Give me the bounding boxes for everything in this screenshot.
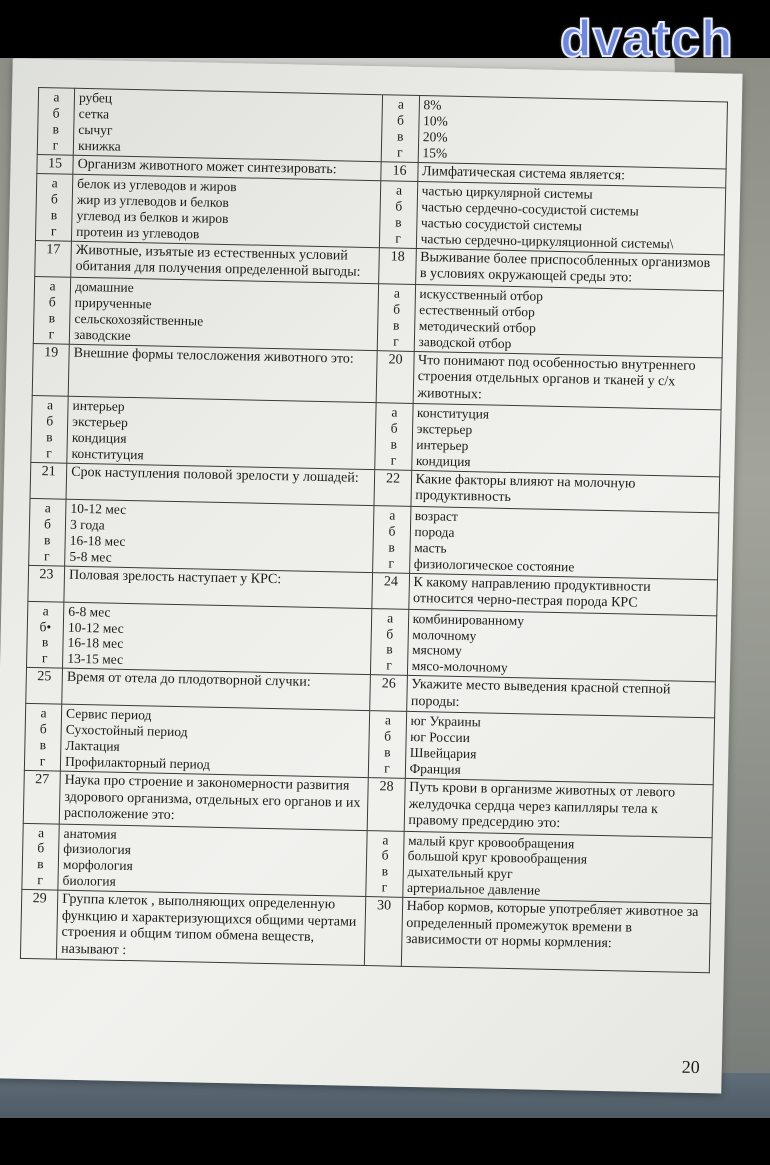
page-number: 20	[681, 1056, 700, 1078]
option-text: 15%	[422, 144, 448, 161]
option-letters	[35, 174, 72, 241]
option-answers	[411, 404, 721, 477]
question-text: Половая зрелость наступает у КРС:	[64, 566, 373, 608]
question-text: Группа клеток , выполняющих определенную функцию и характеризующихся общими чертами строения и общим типом обмена веществ, называют :	[56, 890, 366, 966]
option-letters	[371, 608, 408, 675]
option-letter: а	[395, 182, 403, 198]
option-answers	[60, 704, 370, 777]
option-letter: а	[384, 712, 392, 728]
option-letter: а	[397, 96, 405, 112]
option-letters	[375, 403, 412, 470]
option-text: Сервис период	[65, 706, 152, 723]
option-letter: в	[392, 317, 400, 333]
option-text: экстерьер	[72, 413, 128, 431]
option-text: порода	[414, 523, 455, 540]
question-text: Срок наступления половой зрелости у лошадей:	[66, 463, 375, 505]
question-number: 24	[372, 572, 409, 609]
option-letter: а	[46, 397, 54, 413]
option-letter: г	[52, 137, 59, 153]
option-letter: г	[390, 452, 397, 468]
option-letter: в	[46, 429, 53, 445]
option-text: 13-15 мес	[67, 651, 124, 668]
option-letter: б	[52, 105, 60, 121]
question-text: Наука про строение и закономерности развития здорового организма, отдельных его органов и их расположение это:	[59, 771, 368, 830]
option-letter: в	[396, 128, 404, 144]
question-number: 28	[368, 778, 405, 831]
question-text: Путь крови в организме животных от левого желудочка сердца через капилляры тела к правому предсердию это:	[404, 778, 713, 837]
option-letter: б	[46, 413, 54, 429]
question-number: 26	[370, 675, 407, 712]
option-text: методический отбор	[418, 317, 537, 336]
option-text: интерьер	[72, 397, 125, 415]
option-text: дыхательный круг	[407, 864, 513, 882]
option-text: 16-18 мес	[67, 635, 124, 652]
option-text: 3 года	[69, 516, 105, 533]
option-letters	[382, 95, 419, 162]
option-letter: б	[395, 198, 403, 214]
option-text: анатомия	[63, 825, 117, 842]
option-letter: а	[393, 285, 401, 301]
option-letter: б	[43, 516, 52, 532]
question-table	[20, 87, 728, 974]
option-text: конституция	[71, 445, 144, 463]
document-page	[0, 58, 743, 1093]
question-text: Выживание более приспособленных организмов в условиях окружающей среды это:	[415, 248, 724, 290]
option-text: 16-18 мес	[69, 532, 126, 549]
option-text: углевод из белков и жиров	[76, 207, 229, 227]
question-row	[20, 890, 710, 973]
option-text: интерьер	[416, 437, 469, 454]
option-text: 10-12 мес	[70, 500, 127, 517]
option-text: 6-8 мес	[68, 603, 111, 620]
option-letter: б	[388, 523, 396, 539]
option-letter: г	[395, 230, 402, 246]
option-letter: а	[389, 507, 396, 523]
option-letter: г	[386, 657, 393, 673]
option-letter: г	[384, 760, 390, 776]
option-letter: г	[43, 547, 50, 563]
option-letter: г	[46, 445, 52, 461]
option-letter: в	[50, 207, 58, 223]
option-text: молочному	[412, 626, 477, 643]
option-letters	[22, 823, 59, 890]
option-text: Лактация	[65, 737, 120, 755]
option-text: возраст	[414, 507, 459, 524]
option-answers	[73, 88, 383, 161]
option-letter: б•	[39, 618, 52, 634]
question-number: 22	[374, 469, 411, 506]
option-text: юг России	[410, 729, 471, 746]
option-text: частью циркулярной системы	[421, 183, 593, 202]
option-text: морфология	[62, 857, 133, 874]
option-letters	[27, 601, 64, 668]
question-number: 21	[30, 462, 67, 499]
question-number: 17	[35, 240, 72, 277]
option-text: протеин из углеводов	[76, 223, 200, 242]
option-letters	[33, 276, 70, 343]
option-text: естественный отбор	[419, 301, 535, 320]
option-answers	[65, 499, 375, 572]
option-answers	[414, 284, 724, 357]
option-text: прирученные	[74, 294, 152, 312]
option-text: частью сердечно-сосудистой системы	[421, 199, 639, 219]
option-letters	[378, 284, 415, 351]
question-text: Какие факторы влияют на молочную продуктивность	[411, 470, 720, 512]
watermark-logo: dvatch	[560, 10, 734, 68]
option-letter: а	[391, 404, 398, 420]
option-letter: а	[37, 824, 45, 840]
option-text: масть	[414, 539, 447, 556]
option-text: сычуг	[78, 121, 113, 138]
option-text: 10%	[422, 112, 449, 129]
option-letter: а	[387, 610, 394, 626]
option-text: 20%	[422, 128, 448, 145]
option-letter: а	[44, 500, 52, 516]
option-text: Швейцария	[409, 745, 477, 762]
option-text: физиологическое состояние	[413, 555, 575, 574]
question-text: Время от отела до плодотворной случки:	[62, 668, 371, 710]
question-number: 23	[28, 565, 65, 602]
option-letter: г	[39, 753, 46, 769]
option-answers	[418, 95, 728, 168]
option-letters	[369, 711, 406, 778]
option-text: малый круг кровообращения	[407, 832, 575, 851]
option-letters	[29, 498, 66, 565]
option-letters	[380, 181, 417, 248]
question-text: Набор кормов, которые употребляет животное за определенный промежуток времени в зависимости от нормы кормления:	[401, 898, 711, 974]
option-letter: в	[384, 744, 391, 760]
option-letter: б	[381, 847, 389, 863]
option-letter: в	[388, 539, 395, 555]
option-letter: б	[48, 294, 56, 310]
option-letter: а	[42, 602, 49, 618]
option-text: кондиция	[415, 452, 471, 470]
option-text: юг Украины	[410, 713, 481, 730]
question-text: Организм животного может синтезировать:	[73, 155, 382, 181]
photo-background	[0, 58, 770, 1118]
option-answers	[416, 182, 726, 255]
option-letter: г	[48, 325, 55, 342]
option-letter: в	[41, 634, 49, 650]
option-text: экстерьер	[416, 421, 473, 438]
question-text: Что понимают под особенностью внутреннего строения отдельных органов и тканей у с/х животных:	[413, 351, 722, 410]
option-letter: в	[381, 863, 389, 879]
question-text: Укажите место выведения красной степной породы:	[406, 676, 715, 718]
option-text: искусственный отбор	[419, 285, 544, 304]
option-text: кондиция	[71, 429, 127, 446]
option-answers	[69, 277, 379, 350]
question-number: 16	[381, 161, 417, 181]
option-letter: в	[390, 436, 398, 452]
option-letter: б	[37, 840, 45, 856]
option-text: сетка	[78, 105, 110, 122]
option-answers	[405, 712, 715, 785]
option-letters	[37, 88, 74, 155]
option-letter: а	[40, 705, 47, 721]
option-text: рубец	[78, 89, 113, 106]
option-answers	[409, 506, 719, 579]
option-text: Франция	[409, 761, 461, 778]
question-number: 15	[37, 154, 73, 174]
option-letter: а	[53, 89, 60, 105]
question-number: 19	[32, 343, 69, 396]
option-answers	[67, 396, 377, 469]
option-letter: в	[48, 310, 56, 326]
option-letter: б	[393, 301, 401, 317]
option-text: большой круг кровообращения	[407, 848, 588, 868]
option-letter: б	[39, 721, 47, 737]
option-letter: в	[37, 856, 44, 872]
option-text: домашние	[74, 278, 134, 295]
option-answers	[402, 831, 712, 904]
option-text: конституция	[416, 405, 490, 422]
option-letter: г	[37, 872, 44, 888]
option-letter: в	[52, 121, 60, 137]
option-letter: в	[386, 641, 393, 657]
option-answers	[63, 602, 373, 675]
option-text: белок из углеводов и жиров	[77, 176, 237, 195]
option-letter: б	[50, 191, 58, 207]
option-letter: б	[390, 420, 398, 436]
option-text: Профилакторный период	[64, 753, 211, 772]
option-answers	[72, 174, 382, 247]
option-text: частью сосудистой системы	[420, 215, 583, 234]
option-letter: г	[41, 650, 48, 666]
option-letter: г	[396, 144, 403, 160]
option-text: 8%	[423, 97, 442, 113]
option-letter: г	[388, 555, 395, 571]
option-letter: в	[43, 531, 51, 548]
option-text: биология	[62, 873, 116, 890]
option-text: комбинированному	[412, 610, 525, 628]
option-letter: г	[50, 223, 57, 239]
option-letter: а	[382, 831, 389, 848]
option-letters	[373, 506, 410, 573]
question-number: 20	[377, 350, 414, 403]
option-text: Сухостойный период	[65, 721, 188, 740]
option-text: 10-12 мес	[67, 619, 124, 636]
option-letter: а	[51, 175, 58, 191]
question-number: 27	[23, 770, 60, 823]
option-letters	[31, 396, 68, 463]
option-text: мясному	[411, 642, 462, 659]
question-text: Животные, изъятые из естественных условий обитания для получения определенной выгоды:	[71, 241, 380, 283]
option-text: мясо-молочному	[411, 658, 508, 676]
option-letter: б	[396, 112, 405, 128]
option-answers	[58, 824, 368, 897]
option-text: физиология	[63, 841, 132, 858]
option-text: жир из углеводов и белков	[76, 191, 230, 211]
question-number: 30	[365, 897, 403, 967]
option-text: артериальное давление	[406, 880, 541, 899]
option-answers	[407, 609, 717, 682]
option-text: частью сердечно-циркуляционной системы\	[420, 231, 674, 252]
option-text: заводской отбор	[418, 333, 512, 351]
question-text: К какому направлению продуктивности относится черно-пестрая порода КРС	[408, 573, 717, 615]
question-number: 25	[26, 668, 63, 705]
option-text: заводские	[73, 326, 131, 343]
option-letter: г	[381, 879, 388, 895]
question-number: 29	[20, 890, 58, 960]
option-text: книжка	[77, 137, 121, 154]
question-text: Лимфатическая система является:	[417, 162, 726, 188]
option-letters	[24, 704, 61, 771]
option-text: сельскохозяйственные	[74, 310, 204, 329]
option-letter: б	[386, 625, 394, 642]
question-text: Внешние формы телосложения животного это:	[68, 344, 377, 403]
option-letter: а	[49, 278, 56, 294]
question-number: 18	[379, 248, 416, 285]
option-letter: в	[39, 737, 47, 753]
option-letter: г	[393, 333, 399, 349]
option-letter: б	[384, 728, 392, 744]
option-text: 5-8 мес	[69, 548, 112, 565]
option-letter: в	[395, 214, 402, 230]
option-letters	[366, 830, 403, 897]
